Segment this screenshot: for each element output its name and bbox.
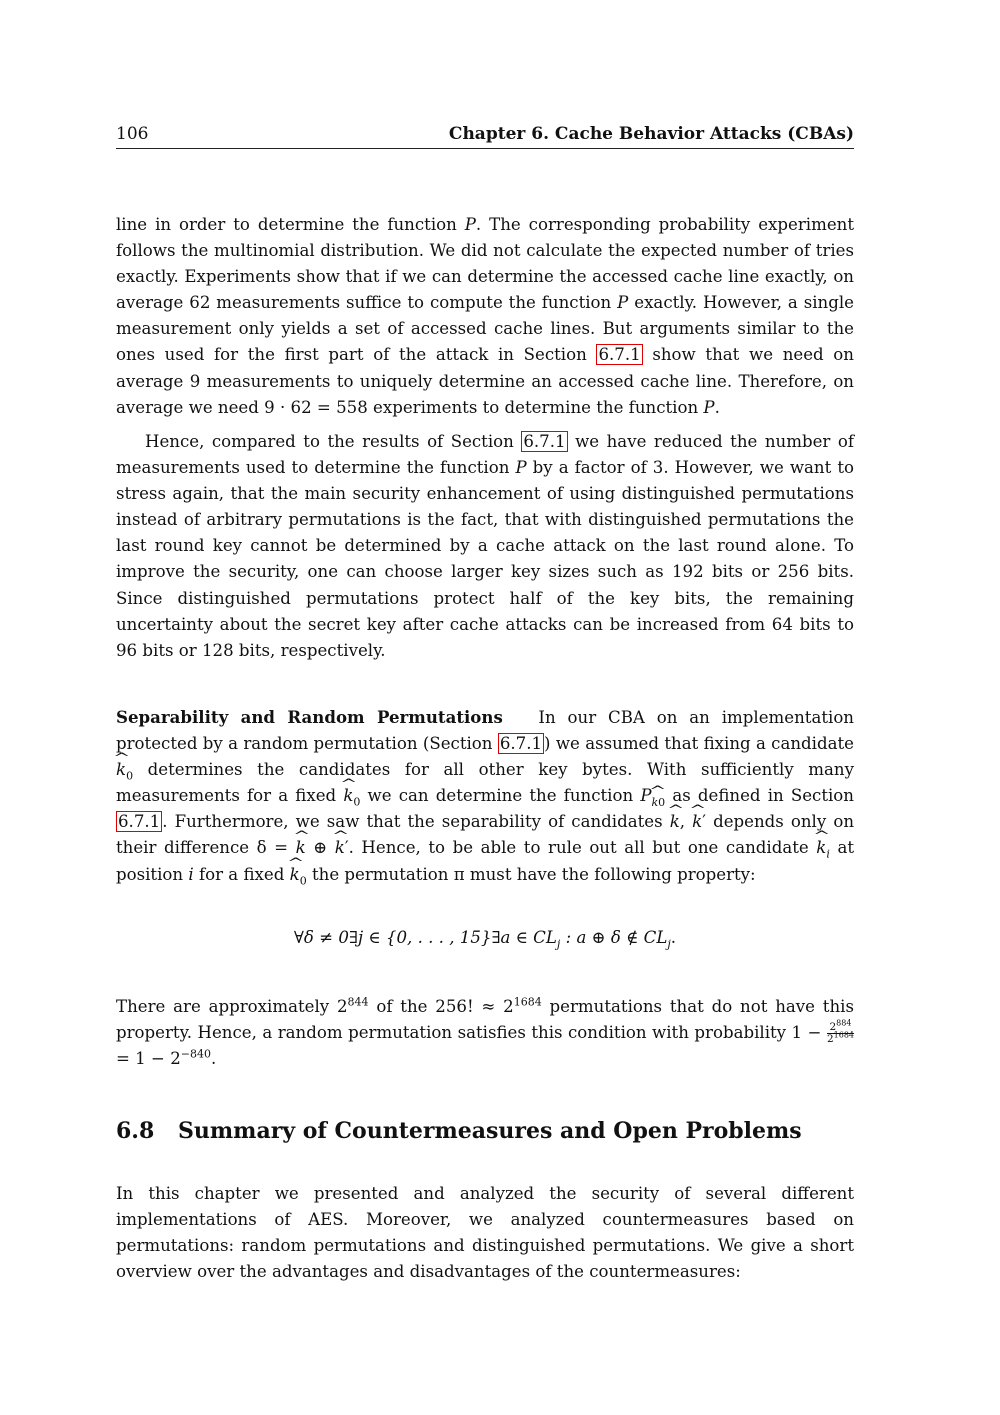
section-link-6-7-1[interactable]: 6.7.1 (523, 432, 566, 451)
text: . Furthermore, we saw that the separability of candidates (162, 812, 670, 832)
paragraph-separability: Separability and Random Permutations In our CBA on an implementation protected by a random permutation (Section 6.7.1 ) we assumed that fixing a candidate ^ $k_0$ determines the candidates for all other key bytes. With sufficiently many measurements for a fixed ^ $k_0$ we can determine the function $P_{k0}$ as defined in Section 6.7.1 . Furthermore, we saw that the separability of candidates ^ k, ^ k′ depends only on their difference δ = ^ k ⊕ ^ k′. Hence, to be able to rule out all but one candidate ^ $k_i$ at position i for a fixed ^ $k_0$ the permutation π must have the following property: (116, 704, 854, 888)
math-var: P (464, 215, 476, 234)
paragraph-approximation (116, 994, 854, 1072)
running-header (116, 124, 854, 149)
exponent: 844 (347, 995, 369, 1009)
math-k-hat: ^ k (116, 757, 126, 783)
math-var: P (703, 397, 715, 417)
text: . (210, 1049, 217, 1069)
text: the permutation π must have the following property: (306, 864, 756, 884)
text: Hence, compared to the results of Section (145, 432, 522, 451)
paragraph-comparison (116, 429, 854, 664)
fraction-numerator: $2^{884}$ (827, 1022, 854, 1034)
text: exactly. However, a single measurement only yields a set of accessed cache lines. But arguments similar to the ones used for the first part of the attack in Section (116, 293, 854, 365)
section-heading (116, 1118, 802, 1144)
text: show that we need on average 9 measurements to uniquely determine an accessed cache line. Therefore, on average we need 9 · 62 = 558 experiments to determine the function (116, 345, 854, 417)
display-formula (116, 928, 854, 951)
section-link-6-7-1[interactable]: 6.7.1 (118, 812, 161, 832)
text: = 1 − 2 (116, 1049, 181, 1069)
text: as defined in Section (665, 786, 854, 806)
paragraph-probability (116, 212, 854, 421)
section-link-6-7-1[interactable]: 6.7.1 (598, 345, 641, 365)
text: determines the candidates for all other key bytes. With sufficiently many measurements for a fixed (116, 760, 854, 806)
exponent: 1684 (513, 995, 542, 1009)
math-var: P (617, 293, 629, 313)
text: of the 256! ≈ 2 (368, 997, 514, 1016)
text: . Hence, to be able to rule out all but one candidate (348, 838, 817, 858)
formula-subscript: j (667, 937, 671, 951)
math-var: P (515, 458, 527, 478)
section-number: 6.8 (116, 1118, 155, 1144)
math-var: i (188, 864, 194, 884)
formula-part: : a ⊕ δ ∉ CL (560, 928, 668, 947)
math-var: P (640, 786, 652, 806)
chapter-title: Chapter 6. Cache Behavior Attacks (CBAs) (448, 124, 854, 144)
text: for a fixed (193, 864, 290, 884)
text: ) we assumed that fixing a candidate (544, 734, 854, 754)
section-link-6-7-1[interactable]: 6.7.1 (499, 734, 543, 754)
paragraph-summary: In this chapter we presented and analyzed the security of several different implementations of AES. Moreover, we analyzed countermeasures based on permutations: random permutations and distinguished permutations. We give a short overview over the advantages and disadvantages of the countermeasures: (116, 1184, 854, 1282)
exponent: −840 (180, 1047, 211, 1061)
math-k-hat: ^ k (343, 783, 353, 809)
formula-part: . (670, 928, 677, 947)
page-number: 106 (116, 124, 149, 144)
fraction-denominator: $2^{1684}$ (826, 1030, 854, 1046)
text: at position (116, 838, 854, 884)
formula-part: ∀δ ≠ 0∃j ∈ {0, . . . , 15}∃a ∈ CL (293, 928, 557, 947)
text: . (714, 397, 720, 417)
text: permutations that do not have this property. Hence, a random permutation satisfies this condition with probability 1 − (116, 997, 854, 1043)
text: . The corresponding probability experiment follows the multinomial distribution. We did not calculate the expected number of tries exactly. Experiments show that if we can determine the accessed cache line exactly, on average 62 measurements suffice to compute the function (116, 215, 854, 313)
text: In our CBA on an implementation protected by a random permutation (Section (116, 708, 854, 754)
fraction (826, 1018, 854, 1046)
text: we have reduced the number of measurements used to determine the function (116, 432, 854, 478)
text: depends only on their difference δ = (116, 812, 855, 858)
text: line in order to determine the function (116, 215, 465, 234)
text: we can determine the function (360, 786, 641, 806)
paragraph-title: Separability and Random Permutations (116, 707, 503, 727)
section-title: Summary of Countermeasures and Open Problems (178, 1118, 802, 1144)
formula-subscript: j (556, 937, 561, 951)
text: There are approximately 2 (116, 997, 348, 1016)
text: by a factor of 3. However, we want to stress again, that the main security enhancement of using distinguished permutations instead of arbitrary permutations is the fact, that with distinguished permutations the last round key cannot be determined by a cache attack on the last round alone. To improve the security, one can choose larger key sizes such as 192 bits or 256 bits. Since distinguished permutations protect half of the key bits, the remaining uncertainty about the secret key after cache attacks can be increased from 64 bits to 96 bits or 128 bits, respectively. (116, 458, 854, 660)
